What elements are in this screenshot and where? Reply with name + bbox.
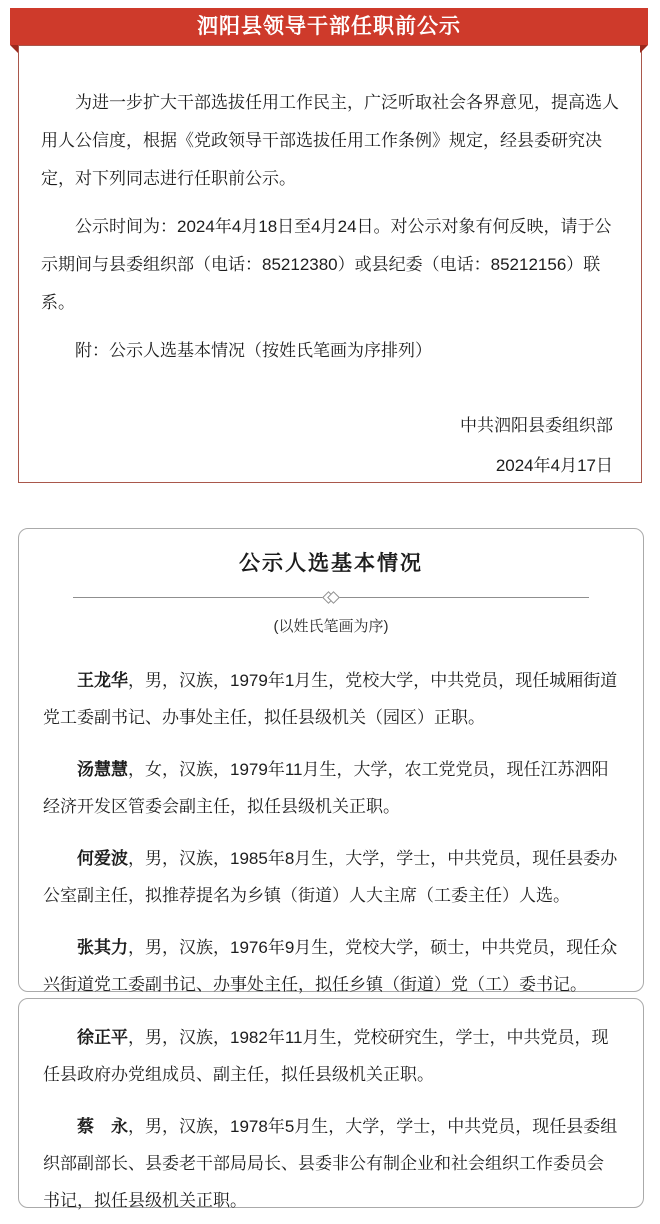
page-title: 泗阳县领导干部任职前公示 [197, 15, 461, 38]
signature-block [41, 406, 619, 486]
roster-entries [43, 1019, 619, 1219]
notice-attachment-line: 附：公示人选基本情况（按姓氏笔画为序排列） [75, 341, 432, 360]
candidate-info: ，男，汉族，1976年9月生，党校大学，硕士，中共党员，现任众兴街道党工委副书记、办事处主任，拟任乡镇（街道）党（工）委书记。 [43, 938, 618, 994]
candidate-name: 王龙华 [77, 671, 128, 690]
roster-entry [43, 1108, 619, 1219]
roster-title: 公示人选基本情况 [239, 552, 423, 575]
candidate-name: 何爱波 [77, 849, 128, 868]
ribbon-banner [10, 8, 648, 45]
roster-card-upper [18, 528, 644, 992]
candidate-name: 徐正平 [77, 1028, 128, 1047]
roster-entry [43, 751, 619, 825]
roster-entry [43, 929, 619, 1003]
candidate-name: 张其力 [77, 938, 128, 957]
title-divider [73, 591, 589, 603]
roster-entry [43, 1019, 619, 1093]
divider-line-left [73, 597, 324, 598]
notice-paragraph: 为进一步扩大干部选拔任用工作民主，广泛听取社会各界意见，提高选人用人公信度，根据《党政领导干部选拔任用工作条例》规定，经县委研究决定，对下列同志进行任职前公示。 [41, 93, 619, 188]
signature-org: 中共泗阳县委组织部 [460, 416, 613, 435]
candidate-name: 蔡 永 [77, 1117, 128, 1136]
candidate-name: 汤慧慧 [77, 760, 128, 779]
candidate-info: ，男，汉族，1982年11月生，党校研究生，学士，中共党员，现任县政府办党组成员、副主任，拟任县级机关正职。 [43, 1028, 609, 1084]
roster-entries [43, 662, 619, 1003]
candidate-info: ，男，汉族，1979年1月生，党校大学，中共党员，现任城厢街道党工委副书记、办事处主任，拟任县级机关（园区）正职。 [43, 671, 618, 727]
notice-box [18, 45, 642, 483]
roster-card-lower [18, 998, 644, 1208]
candidate-info: ，女，汉族，1979年11月生，大学，农工党党员，现任江苏泗阳经济开发区管委会副主任，拟任县级机关正职。 [43, 760, 609, 816]
candidate-info: ，男，汉族，1985年8月生，大学，学士，中共党员，现任县委办公室副主任，拟推荐提名为乡镇（街道）人大主席（工委主任）人选。 [43, 849, 618, 905]
notice-paragraph: 公示时间为：2024年4月18日至4月24日。对公示对象有何反映，请于公示期间与县委组织部（电话：85212380）或县纪委（电话：85212156）联系。 [41, 217, 612, 312]
candidate-info: ，男，汉族，1978年5月生，大学，学士，中共党员，现任县委组织部副部长、县委老干部局局长、县委非公有制企业和社会组织工作委员会书记，拟任县级机关正职。 [43, 1117, 618, 1210]
divider-line-right [338, 597, 589, 598]
roster-entry [43, 662, 619, 736]
roster-subtitle: (以姓氏笔画为序) [273, 618, 389, 635]
roster-entry [43, 840, 619, 914]
signature-date: 2024年4月17日 [495, 456, 613, 475]
